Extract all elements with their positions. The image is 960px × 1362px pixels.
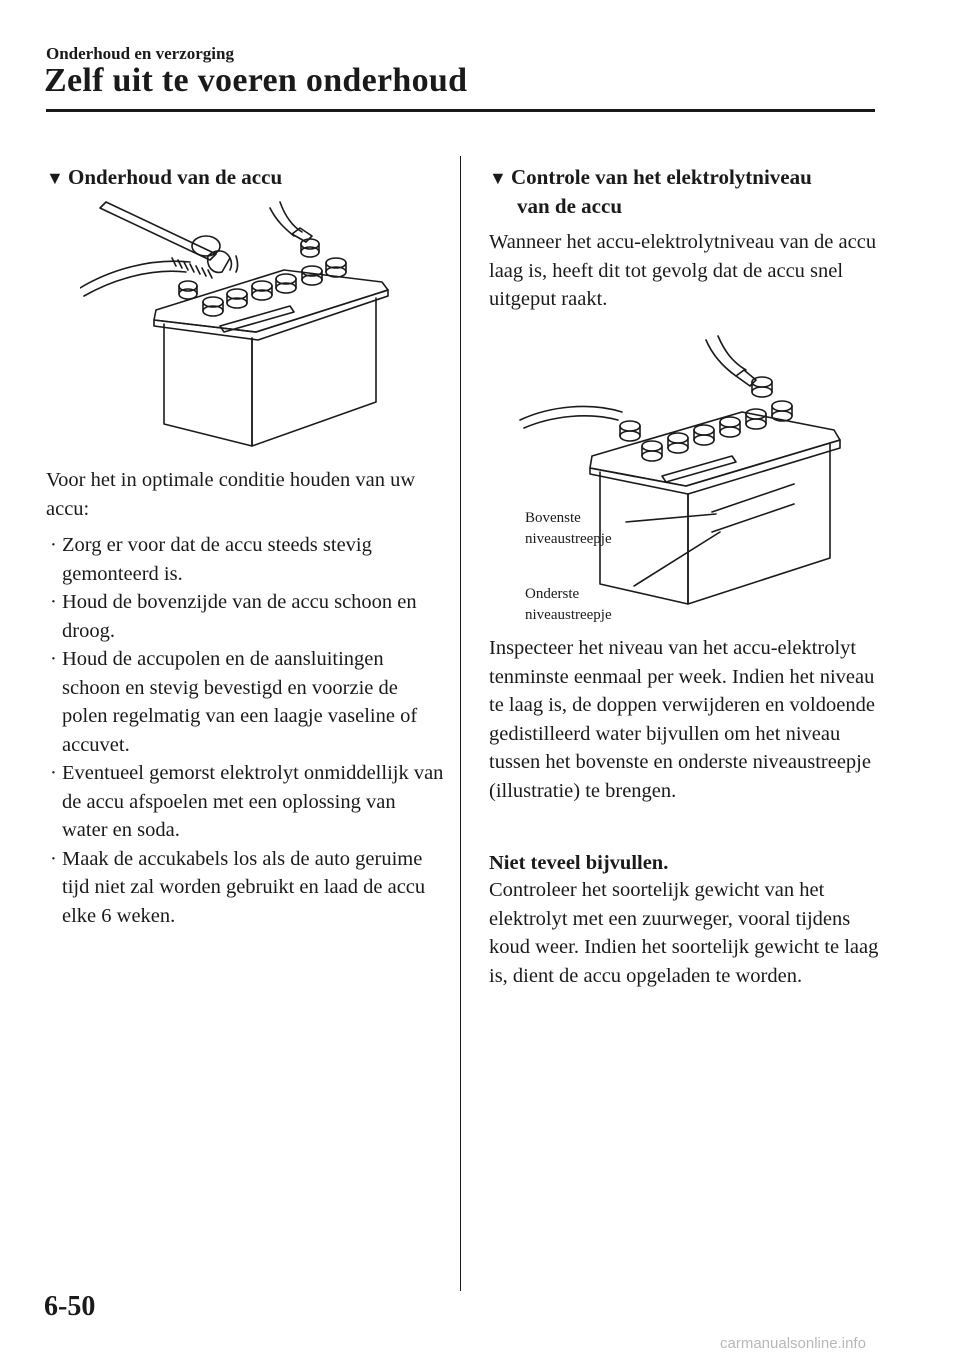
list-item <box>46 588 446 645</box>
bullet-text: Eventueel gemorst elektrolyt onmiddellijk van de accu afspoelen met een oplossing van water en soda. <box>62 762 444 841</box>
right-intro-text: Wanneer het accu-elektrolytniveau van de accu laag is, heeft dit tot gevolg dat de accu snel uitgeput raakt. <box>489 231 877 310</box>
bullet-text: Zorg er voor dat de accu steeds stevig gemonteerd is. <box>62 534 372 585</box>
triangle-down-icon: ▼ <box>46 168 64 188</box>
bullet-text: Houd de bovenzijde van de accu schoon en droog. <box>62 591 417 642</box>
bullet-dot: · <box>50 648 57 670</box>
left-intro-text: Voor het in optimale conditie houden van uw accu: <box>46 469 416 520</box>
watermark: carmanualsonline.info <box>720 1335 866 1352</box>
list-item <box>46 845 446 931</box>
section-header: Onderhoud en verzorging <box>46 44 234 63</box>
lower-level-callout <box>525 584 612 626</box>
bullet-text: Maak de accukabels los als de auto geruime tijd niet zal worden gebruikt en laad de accu elke 6 weken. <box>62 847 426 927</box>
list-item <box>46 531 446 588</box>
specific-gravity-text: Controleer het soortelijk gewicht van het elektrolyt met een zuurweger, vooral tijdens koud weer. Indien het soortelijk gewicht te laag is, dient de accu opgeladen te worden. <box>489 879 879 987</box>
page-title: Zelf uit te voeren onderhoud <box>44 62 468 99</box>
column-divider <box>460 156 461 1291</box>
list-item <box>46 645 446 759</box>
electrolyte-level-heading <box>489 163 889 220</box>
triangle-down-icon: ▼ <box>489 168 507 188</box>
lower-level-callout-line2: niveaustreepje <box>525 607 612 623</box>
title-rule <box>46 109 875 112</box>
battery-cleaning-illustration <box>80 196 420 458</box>
bullet-dot: · <box>50 847 57 870</box>
upper-level-callout-line1: Bovenste <box>525 510 581 526</box>
battery-maintenance-heading-text: Onderhoud van de accu <box>68 165 283 189</box>
upper-level-callout-line2: niveaustreepje <box>525 531 612 547</box>
inspection-text: Inspecteer het niveau van het accu-elektrolyt tenminste eenmaal per week. Indien het niveau te laag is, de doppen verwijderen en voldoende gedistilleerd water bijvullen om het niveau tussen het bovenste en onderste niveaustreepje (illustratie) te brengen. <box>489 637 875 802</box>
bullet-dot: · <box>50 591 57 613</box>
lower-level-callout-line1: Onderste <box>525 586 580 602</box>
battery-maintenance-heading <box>46 163 446 192</box>
warning-heading: Niet teveel bijvullen. <box>489 852 669 874</box>
maintenance-bullet-list <box>46 531 446 930</box>
electrolyte-heading-line1: Controle van het elektrolytniveau <box>511 165 812 189</box>
page-number: 6-50 <box>44 1291 96 1322</box>
bullet-text: Houd de accupolen en de aansluitingen schoon en stevig bevestigd en voorzie de polen regelmatig van een laagje vaseline of accuvet. <box>62 648 418 756</box>
bullet-dot: · <box>50 534 57 556</box>
electrolyte-heading-line2: van de accu <box>517 194 622 218</box>
list-item <box>46 759 446 845</box>
bullet-dot: · <box>50 762 57 784</box>
upper-level-callout <box>525 508 612 550</box>
